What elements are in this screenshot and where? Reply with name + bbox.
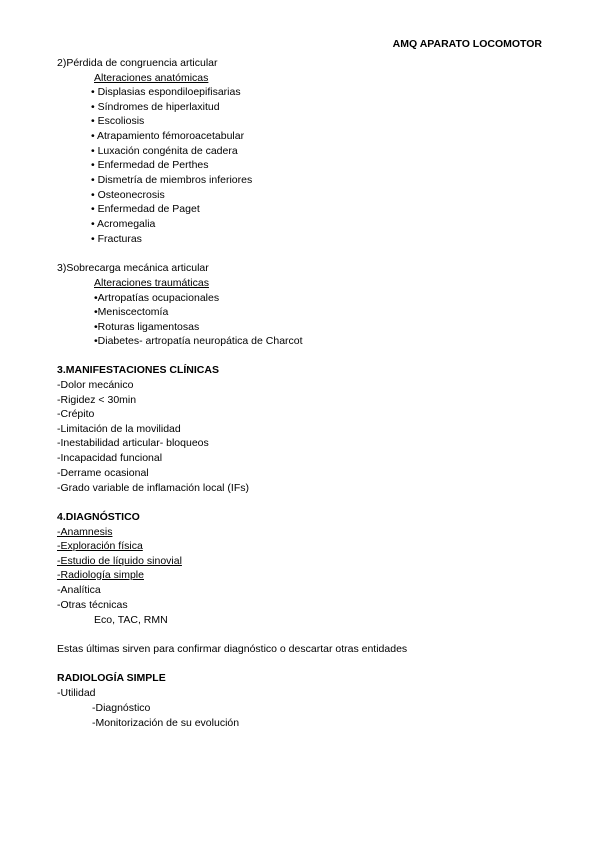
list-item: -Rigidez < 30min xyxy=(57,394,137,406)
list-item: • Dismetría de miembros inferiores xyxy=(91,174,253,186)
list-item: -Estudio de líquido sinovial xyxy=(57,555,182,567)
list-item: • Escoliosis xyxy=(91,115,145,127)
list-item: -Grado variable de inflamación local (IFs) xyxy=(57,482,249,494)
list-item: • Fracturas xyxy=(91,233,142,245)
list-item: -Exploración física xyxy=(57,540,143,552)
list-item: • Luxación congénita de cadera xyxy=(91,145,238,157)
section-3-title: 3)Sobrecarga mecánica articular xyxy=(57,262,209,274)
page-header: AMQ APARATO LOCOMOTOR xyxy=(392,38,542,50)
list-item: -Incapacidad funcional xyxy=(57,452,163,464)
list-item: -Dolor mecánico xyxy=(57,379,134,391)
list-item: -Analítica xyxy=(57,584,101,596)
list-item: • Acromegalia xyxy=(91,218,156,230)
section-2-subtitle: Alteraciones anatómicas xyxy=(94,72,209,84)
radiology-utility: -Utilidad xyxy=(57,687,96,699)
list-item: • Osteonecrosis xyxy=(91,189,165,201)
list-item: -Crépito xyxy=(57,408,95,420)
list-item: • Síndromes de hiperlaxitud xyxy=(91,101,220,113)
list-item: -Anamnesis xyxy=(57,526,113,538)
list-item: •Meniscectomía xyxy=(94,306,169,318)
clinical-heading: 3.MANIFESTACIONES CLÍNICAS xyxy=(57,364,219,376)
list-item: -Radiología simple xyxy=(57,569,144,581)
section-3-subtitle: Alteraciones traumáticas xyxy=(94,277,209,289)
list-item: • Atrapamiento fémoroacetabular xyxy=(91,130,245,142)
list-item: -Limitación de la movilidad xyxy=(57,423,181,435)
list-item: •Artropatías ocupacionales xyxy=(94,292,220,304)
diagnosis-note: Estas últimas sirven para confirmar diagnóstico o descartar otras entidades xyxy=(57,643,408,655)
techniques-list: Eco, TAC, RMN xyxy=(94,614,168,626)
list-item: -Otras técnicas xyxy=(57,599,128,611)
list-item: -Derrame ocasional xyxy=(57,467,149,479)
list-item: •Roturas ligamentosas xyxy=(94,321,200,333)
list-item: • Enfermedad de Perthes xyxy=(91,159,209,171)
diagnosis-heading: 4.DIAGNÓSTICO xyxy=(57,511,140,523)
list-item: •Diabetes- artropatía neuropática de Charcot xyxy=(94,335,303,347)
list-item: • Displasias espondiloepifisarias xyxy=(91,86,241,98)
radiology-heading: RADIOLOGÍA SIMPLE xyxy=(57,672,166,684)
list-item: -Monitorización de su evolución xyxy=(92,717,240,729)
section-2-title: 2)Pérdida de congruencia articular xyxy=(57,57,218,69)
list-item: • Enfermedad de Paget xyxy=(91,203,200,215)
list-item: -Inestabilidad articular- bloqueos xyxy=(57,437,209,449)
list-item: -Diagnóstico xyxy=(92,702,151,714)
